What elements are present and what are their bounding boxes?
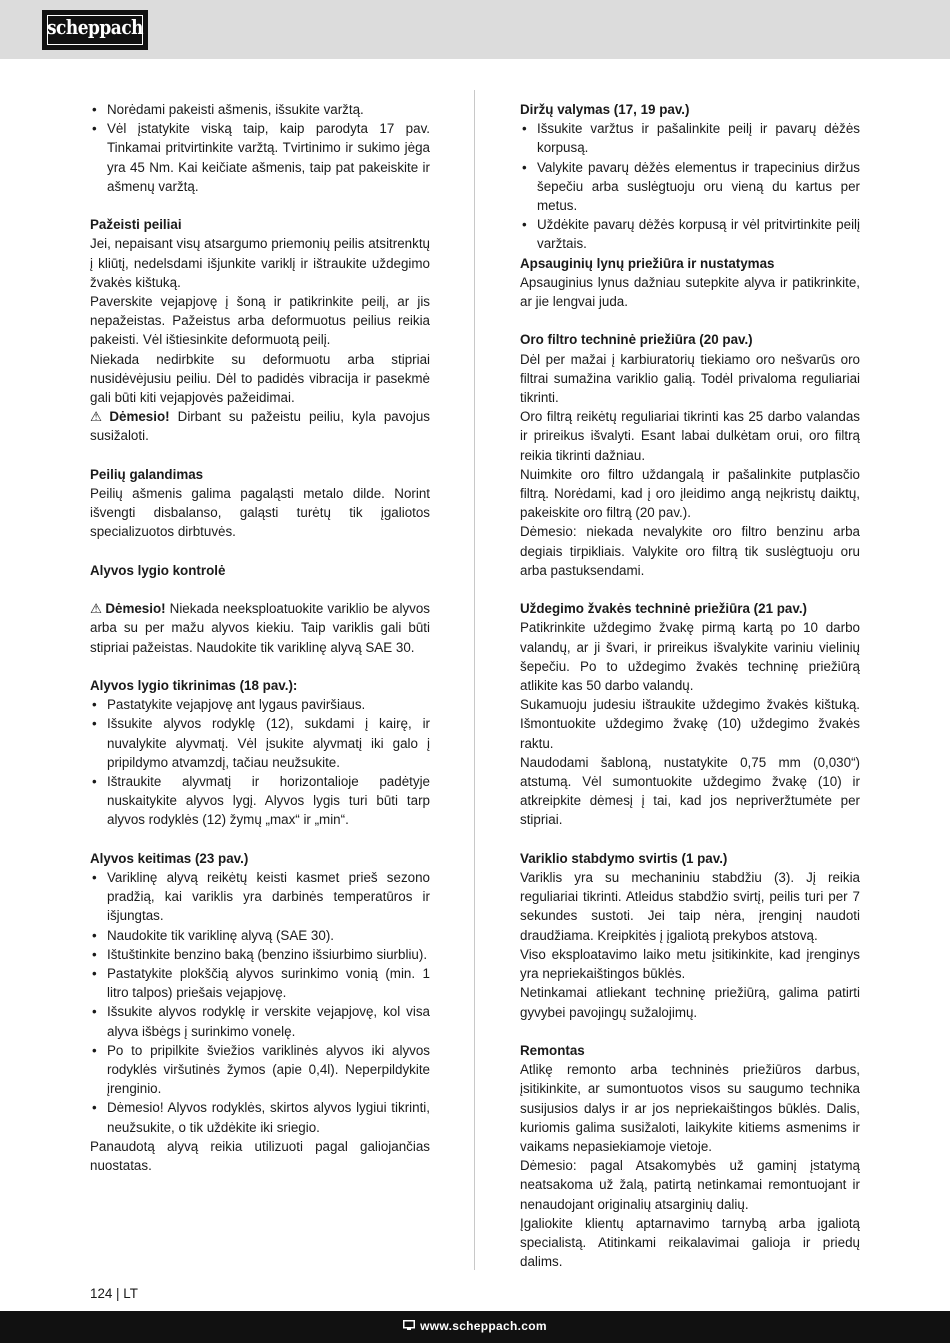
brake-section: [520, 849, 860, 1022]
list-item: • Norėdami pakeisti ašmenis, išsukite varžtą.: [90, 100, 430, 119]
oil-check-section: [90, 676, 430, 830]
oil-change-section: [90, 849, 430, 1175]
warning-text: Niekada neeksploatuokite variklio be alyvos arba su per mažu alyvos kiekiu. Taip variklis gali būti stipriai pažeistas. Naudokite tik variklinę alyvą SAE 30.: [90, 601, 430, 655]
paragraph: Viso eksploatavimo laiko metu įsitikinkite, kad įrenginys yra nepriekaištingos būklės.: [520, 946, 860, 982]
section-heading: Diržų valymas (17, 19 pav.): [520, 102, 690, 117]
paragraph: Įgaliokite klientų aptarnavimo tarnybą arba įgaliotą specialistą. Atitinkami reikalavimai galioja ir priedų dalims.: [520, 1215, 860, 1270]
paragraph: Nuimkite oro filtro uždangalą ir pašalinkite putplasčio filtrą. Norėdami, kad į oro įleidimo angą neįkristų daiktų, pakeiskite oro filtrą (20 pav.).: [520, 466, 860, 521]
paragraph: Netinkamai atliekant techninę priežiūrą, galima patirti gyvybei pavojingų sužalojimų.: [520, 985, 860, 1020]
warning-paragraph: [90, 599, 430, 657]
list-item: • Variklinę alyvą reikėtų keisti kasmet prieš sezono pradžią, kai variklis yra darbinės temperatūros ir išjungtas.: [90, 868, 430, 926]
section-heading: Alyvos lygio kontrolė: [90, 562, 226, 578]
warning-label: Dėmesio!: [109, 409, 170, 425]
list-item: • Po to pripilkite šviežios variklinės alyvos iki alyvos rodyklės viršutinės žymos (apie 0,4l). Neperpildykite įrenginio.: [90, 1041, 430, 1099]
paragraph: Sukamuoju judesiu ištraukite uždegimo žvakės kištuką. Išmontuokite uždegimo žvakę (10) uždegimo žvakės raktu.: [520, 697, 860, 751]
air-filter-section: [520, 330, 860, 580]
list-item: • Ištuštinkite benzino baką (benzino išsiurbimo siurbliu).: [90, 945, 430, 964]
header-band: [0, 0, 950, 59]
page-number: 124 | LT: [90, 1286, 138, 1301]
column-divider: [474, 90, 475, 1270]
paragraph: Oro filtrą reikėtų reguliariai tikrinti kas 25 darbo valandas ir prireikus išvalyti. Esant labai dulkėtam orui, oro filtrą reikia tikrinti dažniau.: [520, 409, 860, 463]
warning-paragraph: [90, 407, 430, 445]
paragraph: Patikrinkite uždegimo žvakę pirmą kartą po 10 darbo valandų, ar ji švari, ir prireikus išvalykite variniu vielinių šepečiu. Po to uždegimo žvakės techninę priežiūrą atlikite kas 50 darbo valandų.: [520, 620, 860, 694]
paragraph: Atlikę remonto arba techninės priežiūros darbus, įsitikinkite, ar sumontuotos visos su saugumo technika susijusios dalys ir ar jos nepriekaištingos būklės. Dalis, kuriomis galima susižaloti, laikykite kitiems asmenims ir vaikams nepasiekiamoje vietoje.: [520, 1062, 860, 1154]
monitor-icon: [403, 1319, 415, 1333]
list-item: • Pastatykite plokščią alyvos surinkimo vonią (min. 1 litro talpos) priešais vejapjovę.: [90, 964, 430, 1002]
list-item: • Naudokite tik variklinę alyvą (SAE 30).: [90, 926, 430, 945]
blade-change-list: [90, 100, 430, 196]
list-item: • Išsukite varžtus ir pašalinkite peilį ir pavarų dėžės korpusą.: [520, 119, 860, 157]
section-heading: Remontas: [520, 1042, 585, 1058]
repair-section: [520, 1041, 860, 1271]
paragraph: Variklis yra su mechaniniu stabdžiu (3). Jį reikia reguliariai tikrinti. Atleidus stabdžio svirtį, peilis turi per 7 sekundes sustoti. Jei taip nėra, įrenginį naudoti draudžiama. Kreipkitės į įgaliotą prekybos atstovą.: [520, 870, 860, 943]
spark-plug-section: [520, 599, 860, 829]
footer-band: [0, 1311, 950, 1343]
warning-icon: ⚠: [90, 409, 107, 425]
paragraph: Niekada nedirbkite su deformuotu arba stipriai nusidėvėjusiu peiliu. Dėl to padidės vibracija ir pasekmė gali būti kiti vejapjovės pažeidimai.: [90, 351, 430, 406]
paragraph: Peilių ašmenis galima pagaląsti metalo dilde. Norint išvengti disbalanso, galąsti turėtų tik įgaliotos specializuotos dirbtuvės.: [90, 486, 430, 540]
right-column: [520, 100, 860, 1271]
belt-cleaning-section: [520, 100, 860, 254]
paragraph: Paverskite vejapjovę į šoną ir patikrinkite peilį, ar jis nepažeistas. Pažeistus arba deformuotus peilius reikia pakeisti. Vėl ištiesinkite deformuotą peilį.: [90, 294, 430, 348]
list-item: • Vėl įstatykite viską taip, kaip parodyta 17 pav. Tinkamai pritvirtinkite varžtą. Tvirtinimo ir sukimo jėga yra 45 Nm. Kai keičiate ašmenis, taip pat pakeiskite ir ašmenų varžtą.: [90, 119, 430, 196]
list-item: • Valykite pavarų dėžės elementus ir trapecinius diržus šepečiu arba suslėgtuoju oru vieną du kartus per metus.: [520, 158, 860, 216]
section-heading: Variklio stabdymo svirtis (1 pav.): [520, 850, 728, 866]
logo-text: scheppach: [46, 16, 144, 40]
paragraph: Panaudotą alyvą reikia utilizuoti pagal galiojančias nuostatas.: [90, 1138, 430, 1174]
website-url[interactable]: [0, 1319, 950, 1333]
oil-control-section: [90, 561, 430, 657]
list-item: • Dėmesio! Alyvos rodyklės, skirtos alyvos lygiui tikrinti, neužsukite, o tik uždėkite iki sriegio.: [90, 1098, 430, 1136]
cable-section: [520, 254, 860, 312]
left-column: [90, 100, 430, 1175]
damaged-blades-section: [90, 215, 430, 445]
scheppach-logo: [42, 10, 148, 50]
belt-cleaning-list: [520, 119, 860, 253]
section-heading: Oro filtro techninė priežiūra (20 pav.): [520, 332, 753, 348]
section-heading: Pažeisti peiliai: [90, 217, 182, 233]
blade-change-section: [90, 100, 430, 196]
list-item: • Pastatykite vejapjovę ant lygaus paviršiaus.: [90, 695, 430, 714]
warning-icon: ⚠: [90, 601, 103, 617]
paragraph: Dėmesio: pagal Atsakomybės už gaminį įstatymą neatsakoma už žalą, patirtą netinkamai remontuojant ir nenaudojant originalių atsarginių dalių.: [520, 1158, 860, 1212]
oil-change-list: [90, 868, 430, 1137]
paragraph: Naudodami šabloną, nustatykite 0,75 mm (0,030“) atstumą. Vėl sumontuokite uždegimo žvakę (10) ir atkreipkite dėmesį į tai, kad jos nepriveržtumėte per stipriai.: [520, 754, 860, 828]
website-url-text: www.scheppach.com: [420, 1319, 547, 1333]
warning-label: Dėmesio!: [105, 601, 166, 617]
section-heading: Uždegimo žvakės techninė priežiūra (21 pav.): [520, 601, 807, 617]
oil-check-list: [90, 695, 430, 829]
paragraph: Jei, nepaisant visų atsargumo priemonių peilis atsitrenktų į kliūtį, nedelsdami išjunkite variklį ir ištraukite uždegimo žvakės kištuką.: [90, 236, 430, 290]
section-heading: Peilių galandimas: [90, 466, 204, 482]
list-item: • Išsukite alyvos rodyklę (12), sukdami į kairę, ir nuvalykite alyvmatį. Vėl įsukite alyvmatį iki galo į pripildymo atvamzdį, tačiau neužsukite.: [90, 714, 430, 772]
paragraph: Dėmesio: niekada nevalykite oro filtro benzinu arba degiais tirpikliais. Valykite oro filtrą tik suslėgtuoju oru arba pastuksendami.: [520, 524, 860, 578]
list-item: • Išsukite alyvos rodyklę ir verskite vejapjovę, kol visa alyva išbėgs į surinkimo vonelę.: [90, 1002, 430, 1040]
list-item: • Uždėkite pavarų dėžės korpusą ir vėl pritvirtinkite peilį varžtais.: [520, 215, 860, 253]
warning-text: Dirbant su pažeistu peiliu, kyla pavojus susižaloti.: [90, 409, 430, 444]
list-item: • Ištraukite alyvmatį ir horizontalioje padėtyje nuskaitykite alyvos lygį. Alyvos lygis turi būti tarp alyvos rodyklės (12) žymų „max“ ir „min“.: [90, 772, 430, 830]
sharpening-section: [90, 465, 430, 542]
paragraph: Dėl per mažai į karbiuratorių tiekiamo oro nešvarūs oro filtrai sumažina variklio galią. Todėl privaloma reguliariai tikrinti.: [520, 351, 860, 406]
paragraph: Apsauginius lynus dažniau sutepkite alyva ir patikrinkite, ar jie lengvai juda.: [520, 274, 860, 310]
section-heading: Alyvos keitimas (23 pav.): [90, 850, 249, 866]
section-heading: Apsauginių lynų priežiūra ir nustatymas: [520, 255, 775, 271]
section-heading: Alyvos lygio tikrinimas (18 pav.):: [90, 678, 298, 694]
